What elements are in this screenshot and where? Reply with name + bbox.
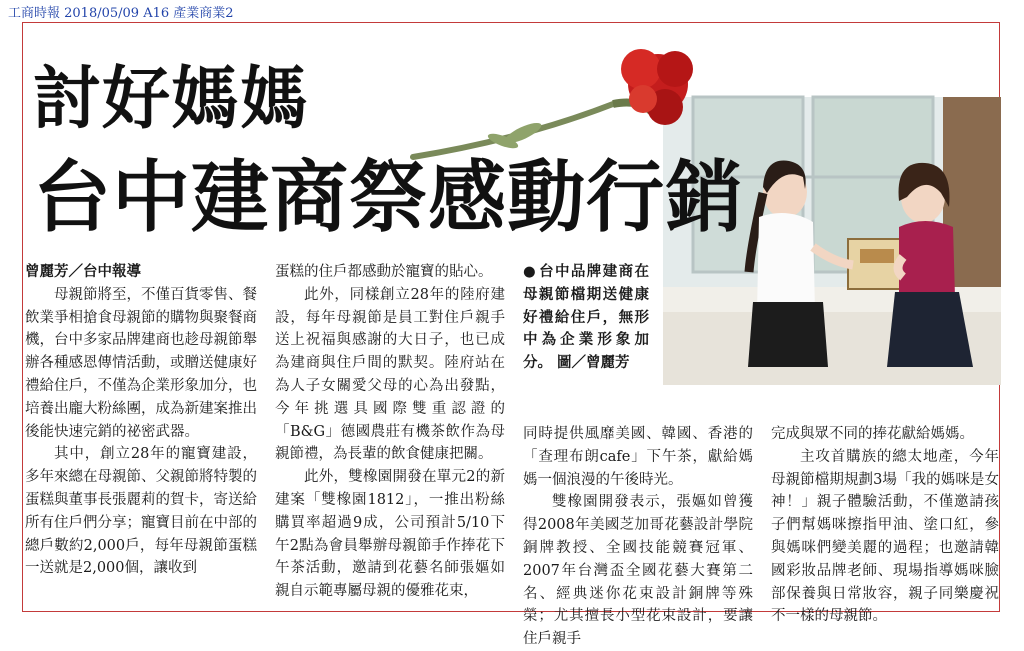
paragraph: 此外，同樣創立28年的陸府建設，每年母親節是員工對住戶親手送上祝福與感謝的大日子，也已成為建商與住戶間的默契。陸府站在為人子女關愛父母的心為出發點，今年挑選具國際雙重認證的「B&G」德國農莊有機茶飲作為母親節禮，為長輩的飲食健康把關。	[275, 286, 505, 463]
paragraph: 蛋糕的住戶都感動於寵寶的貼心。	[275, 264, 493, 280]
paragraph: 此外，雙橡園開發在單元2的新建案「雙橡園1812」，一推出粉絲購買率超過9成，公司預計5/10下午2點為會員舉辦母親節手作捧花下午茶活動，邀請到花藝名師張嫗如親自示範專屬母親的優雅花束，	[275, 469, 505, 600]
article-column-1	[25, 261, 257, 580]
article-column-2	[275, 261, 505, 603]
paragraph: 完成與眾不同的捧花獻給媽媽。	[771, 426, 974, 442]
article-frame	[22, 22, 1000, 648]
article-byline: 曾麗芳／台中報導	[25, 263, 141, 280]
newspaper-header: 工商時報 2018/05/09 A16 產業商業2	[8, 6, 234, 21]
headline-line-1: 討好媽媽	[33, 60, 310, 139]
paragraph: 母親節將至，不僅百貨零售、餐飲業爭相搶食母親節的購物與聚餐商機，台中多家品牌建商也趁母親節舉辦各種感恩傳情活動，或贈送健康好禮給住戶，不僅為企業形象加分，也培養出龐大粉絲團，成為新建案推出後能快速完銷的祕密武器。	[25, 286, 257, 440]
paragraph: 同時提供風靡美國、韓國、香港的「查理布朗cafe」下午茶，獻給媽媽一個浪漫的午後時光。	[523, 426, 753, 488]
caption-bullet: ●	[523, 264, 538, 280]
paragraph: 其中，創立28年的寵寶建設，多年來總在母親節、父親節將特製的蛋糕與董事長張麗莉的賀卡，寄送給所有住戶們分享；寵寶目前在中部的總戶數約2,000戶，每年母親節蛋糕一送就是2,000個，讓收到	[25, 446, 257, 577]
article-column-4	[771, 423, 999, 628]
paragraph: 主攻首購族的總太地產，今年母親節檔期規劃3場「我的媽咪是女神！」親子體驗活動，不僅邀請孩子們幫媽咪擦指甲油、塗口紅，參與媽咪們變美麗的過程；也邀請韓國彩妝品牌老師、現場指導媽咪臉部保養與日常妝容，親子同樂慶祝不一樣的母親節。	[771, 448, 999, 625]
red-carnation-icon	[403, 29, 703, 179]
headline-line-2: 台中建商祭感動行銷	[33, 153, 745, 243]
caption-text: 台中品牌建商在母親節檔期送健康好禮給住戶，無形中為企業形象加分。 圖／曾麗芳	[523, 264, 649, 372]
article-column-3	[523, 423, 753, 651]
paragraph: 雙橡園開發表示，張嫗如曾獲得2008年美國芝加哥花藝設計學院銅牌教授、全國技能競賽冠軍、2007年台灣盃全國花藝大賽第二名、經典迷你花束設計銅牌等殊榮；尤其擅長小型花束設計，要讓住戶親手	[523, 494, 753, 648]
photo-caption	[523, 261, 649, 375]
